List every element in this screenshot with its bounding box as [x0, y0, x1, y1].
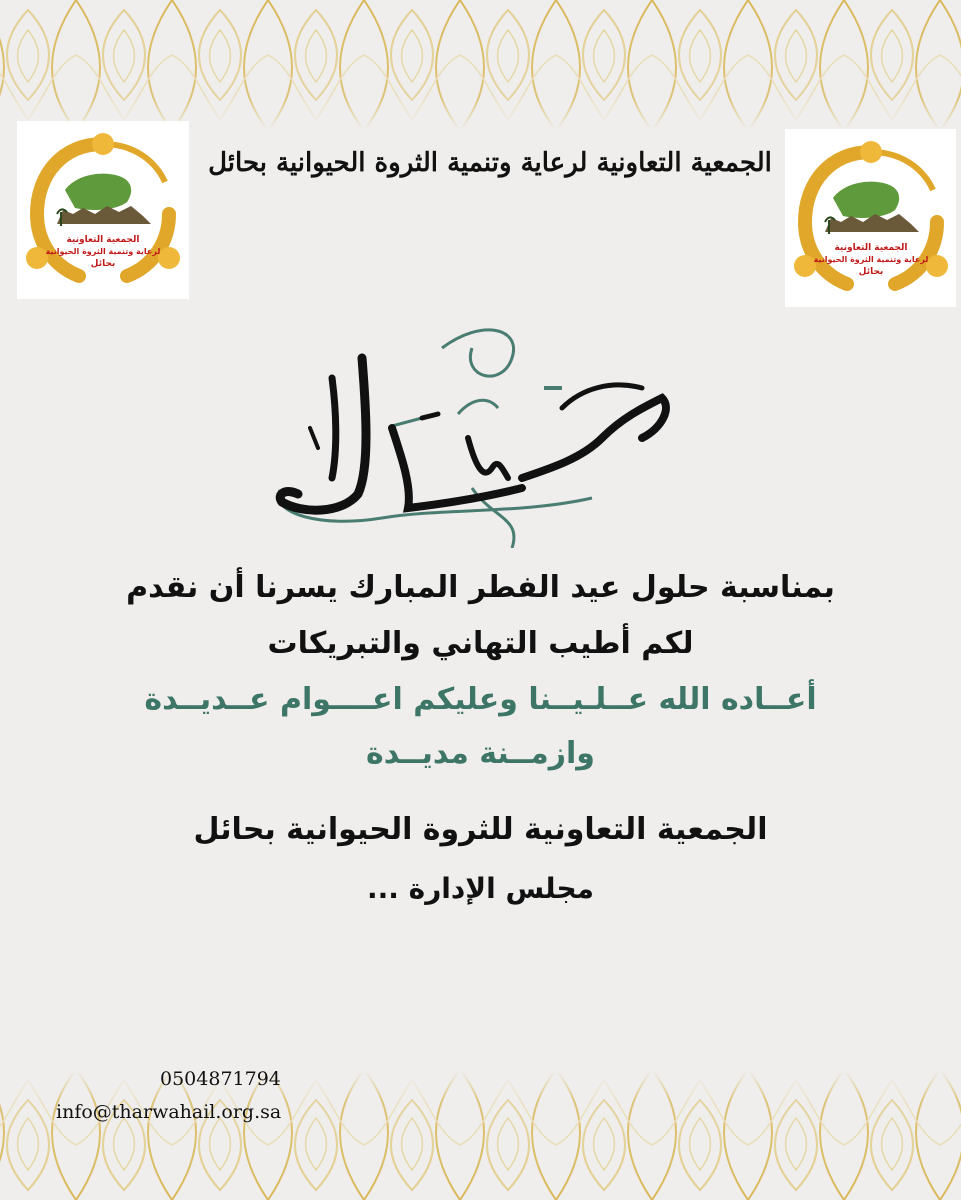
signature-board: مجلس الإدارة ...	[367, 872, 594, 905]
association-logo-left	[17, 121, 189, 299]
contact-email: info@tharwahail.org.sa	[56, 1101, 282, 1123]
top-ornament-border	[0, 0, 961, 130]
association-title: الجمعية التعاونية لرعاية وتنمية الثروة الحيوانية بحائل	[208, 148, 772, 178]
wish-line-1: أعــاده الله عــلـيــنا وعليكم اعــــوام عــديــدة	[144, 682, 817, 717]
bottom-ornament-border	[0, 1070, 961, 1200]
logo-emblem-icon	[23, 130, 183, 290]
association-logo-right	[785, 129, 956, 307]
eid-mubarak-calligraphy	[262, 318, 692, 548]
wish-line-2: وازمــنة مديــدة	[366, 736, 595, 771]
svg-text:الجمعية التعاونية: الجمعية التعاونية	[833, 243, 908, 253]
svg-text:لرعاية وتنمية الثروة الحيوانية: لرعاية وتنمية الثروة الحيوانية	[45, 247, 161, 256]
greeting-line-2: لكم أطيب التهاني والتبريكات	[267, 626, 694, 661]
greeting-line-1: بمناسبة حلول عيد الفطر المبارك يسرنا أن نقدم	[126, 570, 835, 605]
svg-text:الجمعية التعاونية: الجمعية التعاونية	[66, 235, 140, 245]
logo-emblem-icon	[791, 138, 951, 298]
svg-text:لرعاية وتنمية الثروة الحيوانية: لرعاية وتنمية الثروة الحيوانية	[813, 255, 928, 264]
signature-org: الجمعية التعاونية للثروة الحيوانية بحائل	[193, 812, 768, 847]
contact-phone: 0504871794	[160, 1068, 281, 1090]
svg-text:بحائل: بحائل	[90, 259, 116, 269]
svg-text:بحائل: بحائل	[858, 267, 883, 277]
